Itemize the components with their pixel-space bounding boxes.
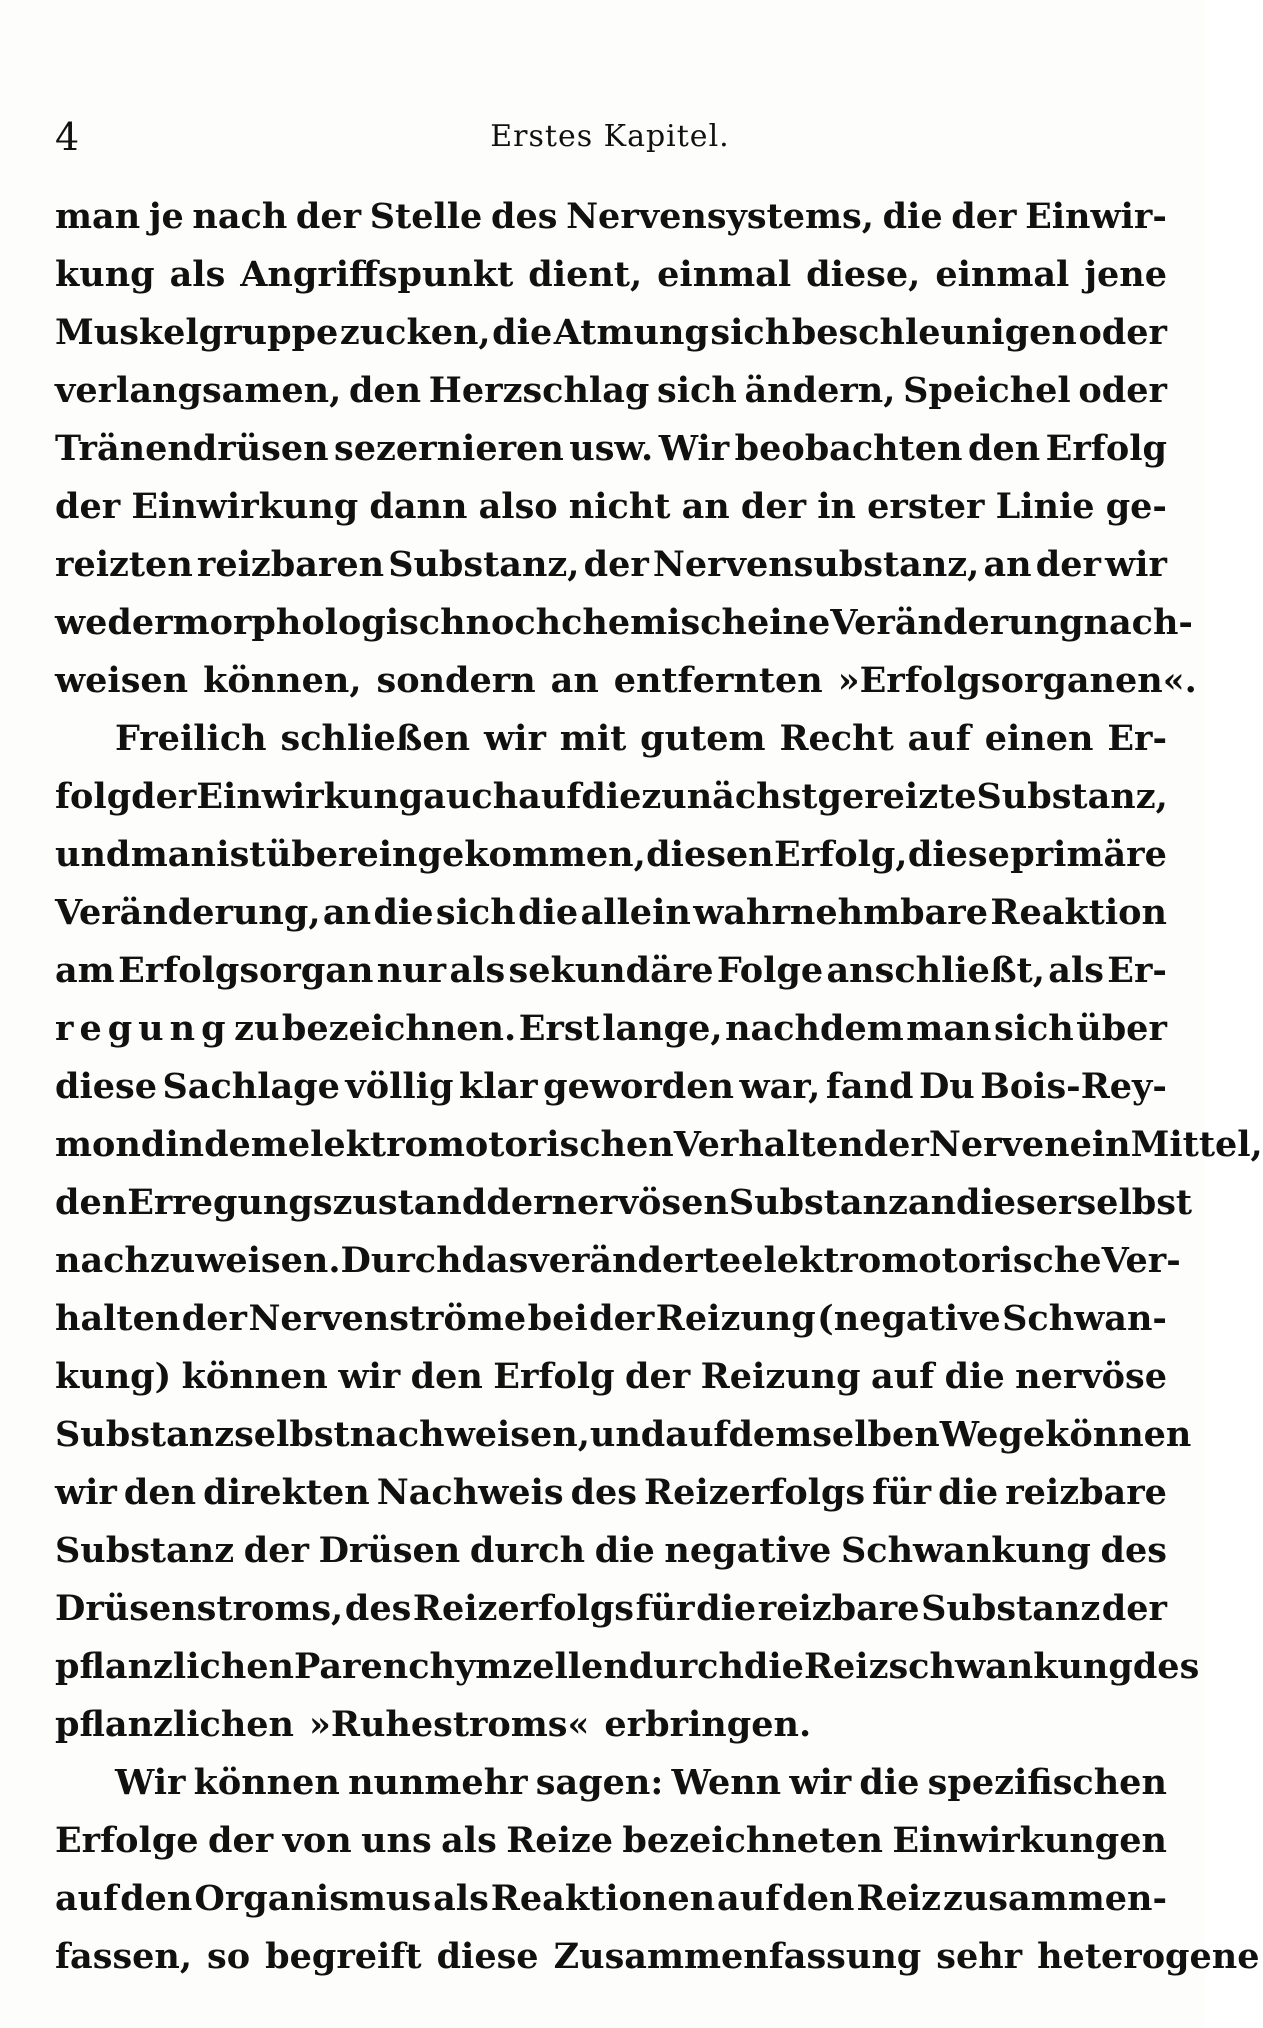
text-line: reizten reizbaren Substanz, der Nervensubstanz, an der wir	[55, 544, 1167, 585]
text-line: mond in dem elektromotorischen Verhalten der Nerven ein Mittel,	[55, 1124, 1263, 1165]
text-line: Wir können nunmehr sagen: Wenn wir die spezifischen	[115, 1762, 1167, 1803]
page-number: 4	[55, 115, 80, 159]
text-line: den Erregungszustand der nervösen Substanz an dieser selbst	[55, 1182, 1193, 1223]
text-line: am Erfolgsorgan nur als sekundäre Folge anschließt, als Er-	[55, 950, 1167, 991]
text-line: pflanzlichen Parenchymzellen durch die Reizschwankung des	[55, 1646, 1200, 1687]
text-line: halten der Nervenströme bei der Reizung (negative Schwan-	[55, 1298, 1167, 1339]
text-line: Substanz der Drüsen durch die negative Schwankung des	[55, 1530, 1167, 1571]
text-line: und man ist übereingekommen, diesen Erfolg, diese primäre	[55, 834, 1167, 875]
paragraph	[55, 1754, 1260, 1986]
text-line: weder morphologisch noch chemisch eine Veränderung nach-	[55, 602, 1193, 643]
body-text	[55, 188, 1263, 1986]
text-line: Muskelgruppe zucken, die Atmung sich beschleunigen oder	[55, 312, 1167, 353]
paragraph	[55, 188, 1197, 710]
text-line: diese Sachlage völlig klar geworden war, fand Du Bois-Rey-	[55, 1066, 1167, 1107]
running-head: Erstes Kapitel.	[490, 119, 730, 154]
text-line: weisen können, sondern an entfernten »Erfolgsorganen«.	[55, 660, 1197, 701]
text-line: regung zu bezeichnen. Erst lange, nachdem man sich über	[55, 1008, 1167, 1049]
text-line: wir den direkten Nachweis des Reizerfolgs für die reizbare	[55, 1472, 1167, 1513]
text-line: Tränendrüsen sezernieren usw. Wir beobachten den Erfolg	[55, 428, 1167, 469]
text-line: Substanz selbst nachweisen, und auf demselben Wege können	[55, 1414, 1192, 1455]
text-line: der Einwirkung dann also nicht an der in erster Linie ge-	[55, 486, 1167, 527]
text-line: Freilich schließen wir mit gutem Recht auf einen Er-	[115, 718, 1167, 759]
text-line: man je nach der Stelle des Nervensystems, die der Einwir-	[55, 196, 1167, 237]
text-line: auf den Organismus als Reaktionen auf den Reiz zusammen-	[55, 1878, 1167, 1919]
text-line: Veränderung, an die sich die allein wahrnehmbare Reaktion	[55, 892, 1167, 933]
text-line: pflanzlichen »Ruhestroms« erbringen.	[55, 1704, 812, 1745]
text-line: kung als Angriffspunkt dient, einmal diese, einmal jene	[55, 254, 1167, 295]
paragraph	[55, 710, 1263, 1754]
text-line: fassen, so begreift diese Zusammenfassung sehr heterogene	[55, 1936, 1260, 1977]
text-line: nachzuweisen. Durch das veränderte elektromotorische Ver-	[55, 1240, 1181, 1281]
text-line: folg der Einwirkung auch auf die zunächst gereizte Substanz,	[55, 776, 1168, 817]
text-line: kung) können wir den Erfolg der Reizung auf die nervöse	[55, 1356, 1167, 1397]
page-header	[55, 112, 1165, 162]
text-line: Erfolge der von uns als Reize bezeichneten Einwirkungen	[55, 1820, 1167, 1861]
text-line: verlangsamen, den Herzschlag sich ändern, Speichel oder	[55, 370, 1167, 411]
text-line: Drüsenstroms, des Reizerfolgs für die reizbare Substanz der	[55, 1588, 1167, 1629]
